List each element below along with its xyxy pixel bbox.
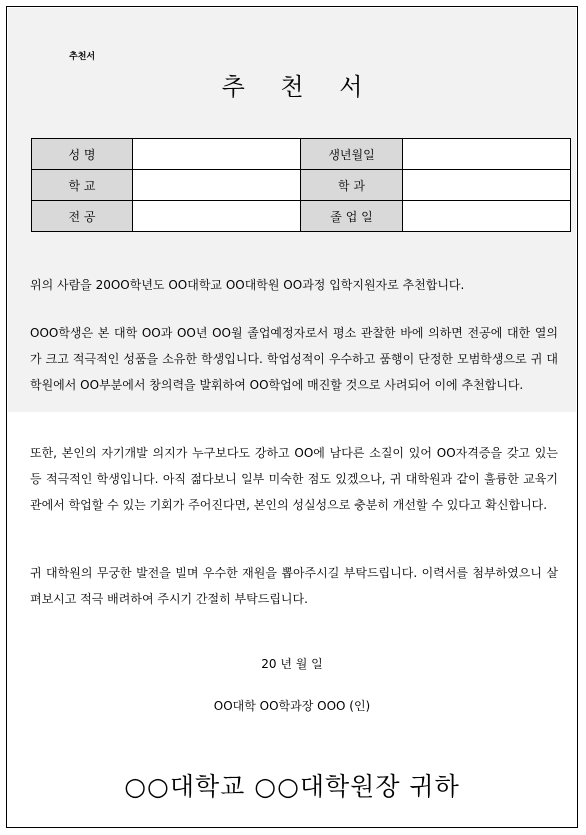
date-line: 20 년 월 일	[261, 657, 323, 671]
school-label: 학 교	[32, 170, 133, 201]
major-label: 전 공	[32, 201, 133, 232]
graduation-date-field[interactable]	[403, 201, 571, 232]
paragraph-development: 또한, 본인의 자기개발 의지가 누구보다도 강하고 OO에 남다른 소질이 있어 OO자격증을 갖고 있는 등 적극적인 학생입니다. 아직 젊다보니 일부 미숙한 점도 있겠으나, 귀 대학원과 같이 훌륭한 교육기관에서 학업할 수 있는 기회가 주어진다면, 본인의 성실성으로 충분히 개선할 수 있다고 확신합니다.	[30, 446, 558, 512]
name-field[interactable]	[133, 139, 301, 170]
closing-addressee: ○○대학교 ○○대학원장 귀하	[124, 772, 460, 801]
document-label: 추천서	[69, 52, 96, 62]
signature-line: OO대학 OO학과장 OOO (인)	[213, 699, 371, 713]
recommendation-letter-page	[6, 6, 578, 828]
birthdate-label: 생년월일	[301, 139, 403, 170]
department-field[interactable]	[403, 170, 571, 201]
department-label: 학 과	[301, 170, 403, 201]
major-field[interactable]	[133, 201, 301, 232]
applicant-info-table	[31, 138, 571, 232]
table-row	[32, 170, 571, 201]
school-field[interactable]	[133, 170, 301, 201]
paragraph-intro: 위의 사람을 20OO학년도 OO대학교 OO대학원 OO과정 입학지원자로 추천합니다.	[30, 278, 465, 292]
birthdate-field[interactable]	[403, 139, 571, 170]
name-label: 성 명	[32, 139, 133, 170]
table-row	[32, 201, 571, 232]
paragraph-request: 귀 대학원의 무궁한 발전을 빌며 우수한 재원을 뽑아주시길 부탁드립니다. 이력서를 첨부하였으니 살펴보시고 적극 배려하여 주시기 간절히 부탁드립니다.	[30, 566, 558, 606]
paragraph-student: OOO학생은 본 대학 OO과 OO년 OO월 졸업예정자로서 평소 관찰한 바에 의하면 전공에 대한 열의가 크고 적극적인 성품을 소유한 학생입니다. 학업성적이 우수하고 품행이 단정한 모범학생으로 귀 대학원에서 OO부분에서 창의력을 발휘하여 OO학업에 매진할 것으로 사려되어 이에 추천합니다.	[30, 326, 558, 392]
graduation-date-label: 졸 업 일	[301, 201, 403, 232]
table-row	[32, 139, 571, 170]
document-title: 추 천 서	[221, 73, 377, 101]
